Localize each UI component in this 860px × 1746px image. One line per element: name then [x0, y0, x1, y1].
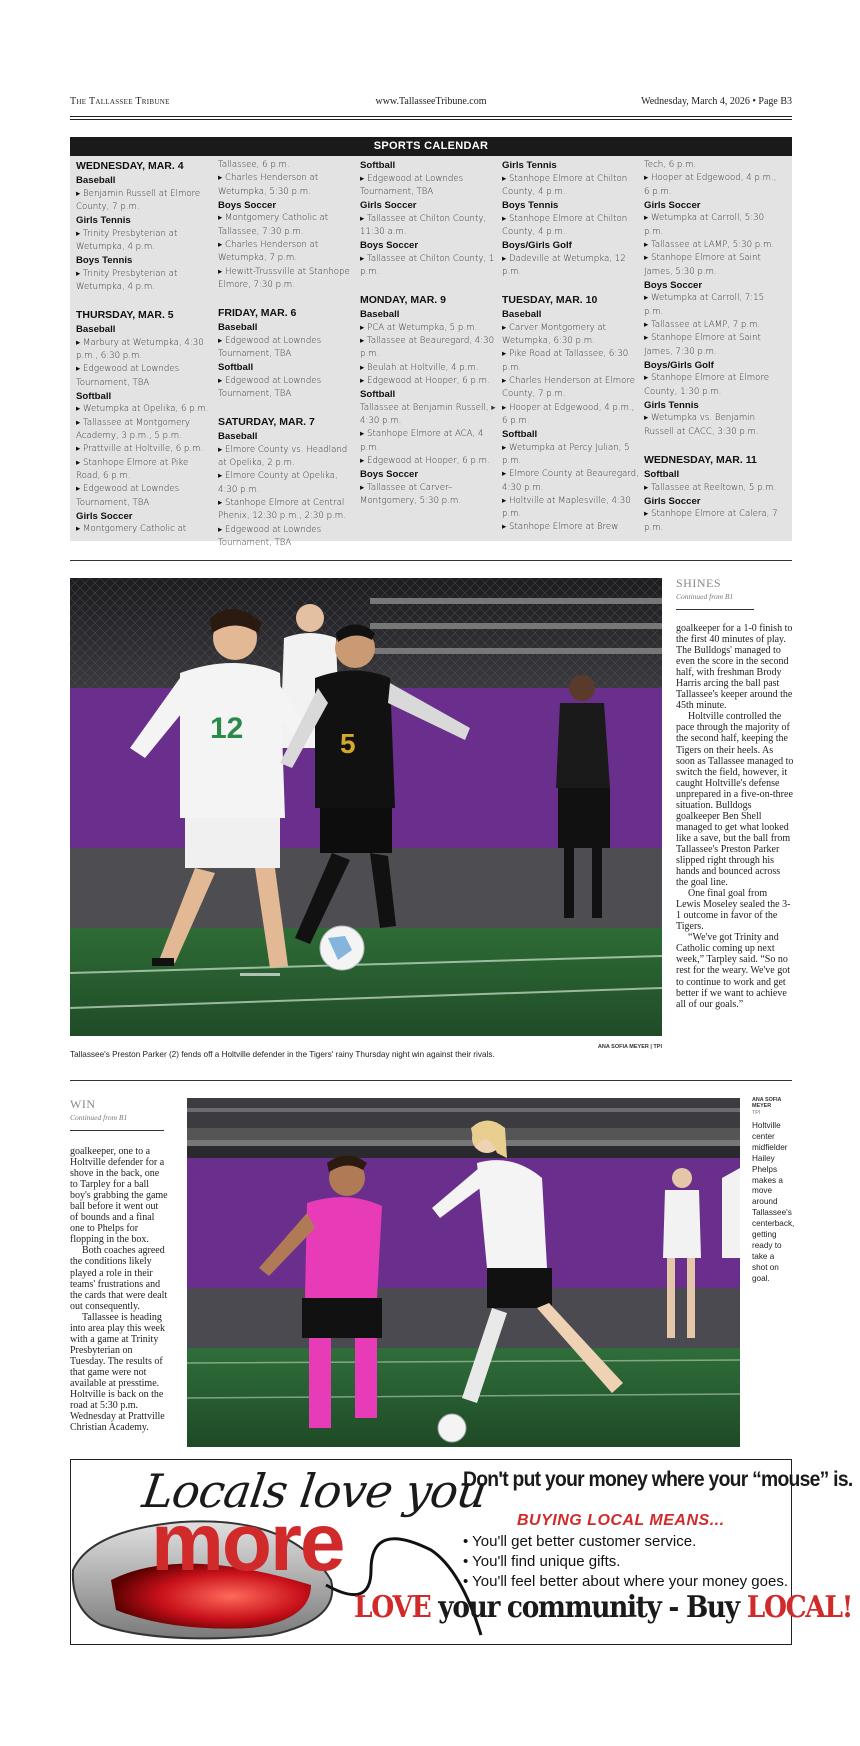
calendar-day-heading: WEDNESDAY, MAR. 4 — [76, 160, 184, 172]
calendar-game-text: Elmore County vs. Headland at Opelika, 2 p.m. — [218, 444, 348, 469]
calendar-sport: Baseball — [76, 324, 116, 336]
calendar-game — [360, 335, 498, 362]
triangle-bullet-icon: ▸ — [502, 253, 510, 264]
calendar-game-text: Edgewood at Lowndes Tournament, TBA — [218, 375, 322, 400]
triangle-bullet-icon: ▸ — [218, 335, 226, 346]
calendar-sport: Girls Tennis — [76, 215, 131, 227]
calendar-game-text: Edgewood at Lowndes Tournament, TBA — [76, 364, 180, 388]
triangle-bullet-icon: ▸ — [218, 524, 226, 535]
calendar-sport: Softball — [644, 469, 680, 481]
triangle-bullet-icon: ▸ — [644, 482, 652, 493]
triangle-bullet-icon: ▸ — [644, 413, 652, 424]
calendar-game-text: Charles Henderson at Elmore County, 7 p.m. — [502, 375, 636, 400]
calendar-day-heading: FRIDAY, MAR. 6 — [218, 307, 297, 320]
triangle-bullet-icon: ▸ — [76, 444, 84, 455]
calendar-game-text: Benjamin Russell at Elmore County, 7 p.m. — [76, 188, 201, 212]
calendar-game-text: Stanhope Elmore at Saint James, 5:30 p.m. — [644, 253, 761, 277]
calendar-game — [360, 253, 498, 280]
triangle-bullet-icon: ▸ — [360, 375, 368, 386]
calendar-game-text: Stanhope Elmore at Pike Road, 6 p.m. — [76, 457, 189, 481]
calendar-game-text: Wetumpka at Carroll, 5:30 p.m. — [644, 213, 765, 237]
triangle-bullet-icon: ▸ — [218, 471, 226, 482]
calendar-game-text: Tallassee at Chilton County, 11:30 a.m. — [360, 213, 487, 237]
calendar-day-heading: SATURDAY, MAR. 7 — [218, 416, 315, 429]
calendar-game-text: Stanhope Elmore at Chilton County, 4 p.m. — [502, 173, 628, 197]
triangle-bullet-icon: ▸ — [502, 173, 510, 184]
calendar-game — [76, 523, 214, 536]
triangle-bullet-icon: ▸ — [502, 522, 510, 533]
jersey-number-12: 12 — [210, 712, 244, 745]
calendar-game — [218, 266, 356, 293]
triangle-bullet-icon: ▸ — [76, 268, 84, 279]
calendar-sport: Boys Soccer — [360, 240, 419, 252]
calendar-sport: Softball — [218, 362, 254, 374]
triangle-bullet-icon: ▸ — [76, 417, 84, 428]
calendar-game — [502, 468, 640, 495]
calendar-game — [76, 188, 214, 215]
shines-continued: Continued from B1 — [676, 592, 734, 601]
calendar-game-text: Charles Henderson at Wetumpka, 5:30 p.m. — [218, 173, 319, 197]
calendar-sport: Softball — [76, 390, 112, 402]
calendar-sport: Baseball — [218, 322, 258, 334]
calendar-game — [218, 497, 356, 524]
shines-paragraph: goalkeeper for a 1-0 finish to the first 40 minutes of play. The Bulldogs' managed to even the score in the second half, with freshman Brody Harris arcing the ball past Tallassee's keeper around the 45th minute. — [676, 623, 793, 712]
calendar-column — [218, 159, 360, 550]
triangle-bullet-icon: ▸ — [218, 173, 226, 184]
calendar-game — [76, 457, 214, 484]
calendar-game — [76, 363, 214, 390]
calendar-game — [644, 212, 782, 239]
calendar-game — [644, 292, 782, 319]
calendar-game-text: Montgomery Catholic at — [83, 524, 187, 535]
calendar-game — [502, 322, 640, 349]
calendar-game-text: Stanhope Elmore at Elmore County, 1:30 p.m. — [644, 373, 770, 397]
paper-name: The Tallassee Tribune — [70, 96, 170, 107]
calendar-sport: Boys Soccer — [218, 199, 277, 211]
calendar-game-text: Edgewood at Hooper, 6 p.m. — [367, 375, 490, 386]
calendar-column — [502, 159, 644, 550]
calendar-game-text: Carver Montgomery at Wetumpka, 6:30 p.m. — [502, 322, 607, 347]
ad-tagline — [354, 1590, 852, 1625]
calendar-game — [502, 521, 640, 534]
calendar-game — [218, 444, 356, 471]
soccer-photo-boys — [70, 578, 662, 1036]
triangle-bullet-icon: ▸ — [502, 322, 510, 333]
ad-script-text: Locals love you — [139, 1464, 490, 1518]
triangle-bullet-icon: ▸ — [644, 373, 652, 384]
calendar-column — [360, 159, 502, 550]
calendar-sport: Girls Soccer — [644, 199, 701, 211]
calendar-game — [76, 337, 214, 364]
triangle-bullet-icon: ▸ — [218, 375, 226, 386]
shines-paragraph: “We've got Trinity and Catholic coming up next week,” Tarpley said. “So no rest for the weary. We've got to continue to work and get better if we want to achieve all of our goals.” — [676, 932, 791, 1010]
calendar-game-text: Wetumpka at Opelika, 6 p.m. — [83, 404, 209, 415]
calendar-game — [644, 319, 782, 332]
triangle-bullet-icon: ▸ — [218, 213, 226, 224]
calendar-game-text: PCA at Wetumpka, 5 p.m. — [367, 322, 478, 333]
ad-bullet-list — [463, 1532, 788, 1592]
shines-article-text — [676, 623, 794, 1010]
win-article-text — [70, 1146, 168, 1433]
triangle-bullet-icon: ▸ — [360, 482, 368, 493]
calendar-game-text: Pike Road at Tallassee, 6:30 p.m. — [502, 349, 629, 373]
photo2-caption: Holtville center midfielder Hailey Phelps makes a move around Tallassee's centerback, getting ready to take a shot on goal. — [752, 1121, 795, 1283]
shines-heading-block — [676, 576, 792, 610]
calendar-game — [502, 213, 640, 240]
calendar-game-text: Edgewood at Lowndes Tournament, TBA — [218, 524, 322, 548]
calendar-game-text: Stanhope Elmore at Brew — [509, 522, 619, 533]
calendar-day-heading: WEDNESDAY, MAR. 11 — [644, 454, 757, 467]
calendar-game-text: Charles Henderson at Wetumpka, 7 p.m. — [218, 239, 319, 264]
calendar-game-text: Marbury at Wetumpka, 4:30 p.m., 6:30 p.m. — [76, 337, 204, 362]
calendar-game-text: Holtville at Maplesville, 4:30 p.m. — [502, 495, 631, 520]
calendar-game-text: Tallassee at LAMP, 7 p.m. — [651, 319, 761, 330]
calendar-game — [502, 402, 640, 429]
calendar-game — [502, 348, 640, 375]
calendar-game — [502, 253, 640, 280]
calendar-game-text: Tallassee at Chilton County, 1 p.m. — [360, 253, 495, 277]
shines-paragraph: One final goal from Lewis Moseley sealed the 3-1 outcome in favor of the Tigers. — [676, 888, 791, 933]
triangle-bullet-icon: ▸ — [360, 455, 368, 466]
calendar-game — [218, 375, 356, 402]
calendar-game-text: Wetumpka at Carroll, 7:15 p.m. — [644, 293, 765, 317]
calendar-game-text: Stanhope Elmore at Chilton County, 4 p.m. — [502, 213, 628, 237]
triangle-bullet-icon: ▸ — [360, 173, 368, 184]
triangle-bullet-icon: ▸ — [360, 362, 368, 373]
shines-paragraph: Holtville controlled the pace through the majority of the second half, keeping the Tigers on their heels. As soon as Tallassee managed to switch the field, however, it caught Holtville's defense unprepared in a five-on-three situation. Bulldogs goalkeeper Ben Shell managed to get what looked like a save, but the ball from Tallassee's Preston Parker slipped right through his hands and bounced across the goal line. — [676, 711, 794, 889]
calendar-sport: Softball — [360, 160, 396, 171]
triangle-bullet-icon: ▸ — [76, 404, 84, 415]
triangle-bullet-icon: ▸ — [644, 293, 652, 304]
triangle-bullet-icon: ▸ — [218, 498, 226, 509]
triangle-bullet-icon: ▸ — [76, 337, 84, 348]
photo2-credit-org: TPI — [752, 1109, 761, 1116]
triangle-bullet-icon: ▸ — [76, 524, 84, 535]
photo-caption: Tallassee's Preston Parker (2) fends off a Holtville defender in the Tigers' rainy Thursday night win against their rivals. — [70, 1050, 495, 1059]
calendar-title: SPORTS CALENDAR — [70, 137, 792, 156]
ad-tag-mid: your community - Buy — [430, 1590, 747, 1625]
calendar-sport: Baseball — [76, 175, 116, 186]
calendar-sport: Softball — [502, 429, 538, 441]
triangle-bullet-icon: ▸ — [218, 266, 226, 277]
calendar-game — [76, 228, 214, 255]
win-paragraph: Both coaches agreed the conditions likely played a role in their teams' frustrations and the cards that were dealt out consequently. — [70, 1245, 168, 1312]
calendar-game — [218, 335, 356, 362]
triangle-bullet-icon: ▸ — [644, 333, 652, 344]
triangle-bullet-icon: ▸ — [644, 253, 652, 264]
calendar-game-text: Edgewood at Lowndes Tournament, TBA — [218, 335, 322, 359]
calendar-sport: Baseball — [218, 431, 258, 443]
triangle-bullet-icon: ▸ — [502, 349, 510, 360]
photo2-credit — [752, 1097, 792, 1116]
calendar-game-text: Wetumpka at Percy Julian, 5 p.m. — [502, 442, 630, 466]
calendar-game — [360, 482, 498, 509]
triangle-bullet-icon: ▸ — [502, 213, 510, 224]
calendar-game-text: Stanhope Elmore at Saint James, 7:30 p.m. — [644, 333, 761, 357]
calendar-game — [360, 362, 498, 375]
triangle-bullet-icon: ▸ — [76, 457, 84, 468]
calendar-sport: Boys/Girls Golf — [644, 359, 714, 371]
ad-tag-local: LOCAL! — [746, 1590, 852, 1625]
calendar-sport: Boys Tennis — [76, 255, 133, 267]
calendar-day-heading: MONDAY, MAR. 9 — [360, 294, 446, 307]
calendar-game — [644, 332, 782, 359]
calendar-game-text: Prattville at Holtville, 6 p.m. — [83, 444, 204, 455]
win-continued: Continued from B1 — [70, 1113, 128, 1122]
calendar-game-text: Edgewood at Lowndes Tournament, TBA — [76, 484, 180, 508]
calendar-day-heading: TUESDAY, MAR. 10 — [502, 294, 598, 307]
calendar-sport: Boys Soccer — [644, 279, 703, 291]
triangle-bullet-icon: ▸ — [76, 484, 84, 495]
calendar-game-text: Elmore County at Opelika, 4:30 p.m. — [218, 471, 338, 495]
calendar-sport: Girls Soccer — [644, 495, 701, 507]
calendar-game — [644, 252, 782, 279]
calendar-game-continued: Tallassee, 6 p.m. — [218, 160, 290, 170]
calendar-sport: Girls Tennis — [502, 160, 557, 171]
header-rule — [70, 116, 792, 120]
calendar-game — [218, 212, 356, 239]
calendar-game — [644, 508, 782, 535]
calendar-game-text: Trinity Presbyterian at Wetumpka, 4 p.m. — [76, 268, 178, 292]
triangle-bullet-icon: ▸ — [76, 188, 84, 199]
calendar-game-text: Edgewood at Lowndes Tournament, TBA — [360, 173, 464, 197]
triangle-bullet-icon: ▸ — [360, 429, 368, 440]
calendar-game-text: Tallassee at Reeltown, 5 p.m. — [651, 482, 777, 493]
triangle-bullet-icon: ▸ — [218, 444, 226, 455]
calendar-game — [502, 495, 640, 522]
photo2-credit-name: ANA SOFIA MEYER — [752, 1097, 782, 1110]
calendar-game-continued: Tech, 6 p.m. — [644, 160, 697, 170]
triangle-bullet-icon: ▸ — [644, 319, 652, 330]
triangle-bullet-icon: ▸ — [502, 469, 510, 480]
calendar-game-text: Wetumpka vs. Benjamin Russell at CACC, 3:30 p.m. — [644, 413, 759, 437]
calendar-game-text: Tallassee at LAMP, 5:30 p.m. — [651, 239, 775, 250]
ad-more-text: more — [151, 1497, 344, 1588]
calendar-game — [644, 482, 782, 495]
calendar-game — [360, 213, 498, 240]
calendar-sport: Softball — [360, 389, 396, 401]
win-heading-block — [70, 1097, 164, 1131]
ad-bullet: • You'll find unique gifts. — [463, 1553, 621, 1570]
triangle-bullet-icon: ▸ — [360, 336, 368, 347]
date-page: Wednesday, March 4, 2026 • Page B3 — [641, 96, 792, 107]
ad-subhead: BUYING LOCAL MEANS... — [517, 1512, 725, 1529]
triangle-bullet-icon: ▸ — [644, 239, 652, 250]
calendar-game-text: Hewitt-Trussville at Stanhope Elmore, 7:30 p.m. — [218, 266, 350, 290]
calendar-game — [76, 403, 214, 416]
calendar-game — [218, 239, 356, 266]
calendar-game — [502, 375, 640, 402]
calendar-day-heading: THURSDAY, MAR. 5 — [76, 309, 174, 322]
triangle-bullet-icon: ▸ — [218, 239, 226, 250]
jersey-number-5: 5 — [340, 728, 356, 759]
calendar-game-text: Tallassee at Carver–Montgomery, 5:30 p.m. — [360, 482, 461, 507]
calendar-game — [360, 322, 498, 335]
calendar-game-text: Trinity Presbyterian at Wetumpka, 4 p.m. — [76, 228, 178, 252]
shines-rule — [676, 609, 754, 610]
calendar-game-text: Stanhope Elmore at ACA, 4 p.m. — [360, 429, 484, 453]
calendar-game-text: Stanhope Elmore at Central Phenix, 12:30 p.m., 2:30 p.m. — [218, 498, 346, 522]
ad-headline: Don't put your money where your “mouse” is. — [463, 1468, 853, 1491]
calendar-column — [76, 159, 218, 550]
calendar-game — [360, 375, 498, 388]
triangle-bullet-icon: ▸ — [502, 375, 510, 386]
calendar-sport: Girls Soccer — [360, 200, 417, 212]
win-paragraph: Tallassee is heading into area play this week with a game at Trinity Presbyterian on Tuesday. The results of that game were not available at presstime. Holtville is back on the road at 5:30 p.m. Wednesday at Prattville Christian Academy. — [70, 1311, 165, 1434]
calendar-game-text: Montgomery Catholic at Tallassee, 7:30 p.m. — [218, 213, 329, 237]
calendar-game-text: Hooper at Edgewood, 4 p.m., 6 p.m. — [644, 173, 777, 197]
win-paragraph: goalkeeper, one to a Holtville defender for a shove in the back, one to Tarpley for a ball boy's grabbing the game ball before it went out of bounds and a final one to Phelps for flopping in the box. — [70, 1146, 168, 1246]
triangle-bullet-icon: ▸ — [502, 402, 510, 413]
calendar-sport: Boys/Girls Golf — [502, 240, 572, 252]
triangle-bullet-icon: ▸ — [360, 322, 368, 333]
win-rule — [70, 1130, 164, 1131]
ad-bullet: • You'll feel better about where your money goes. — [463, 1573, 788, 1590]
calendar-game-text: Dadeville at Wetumpka, 12 p.m. — [502, 253, 626, 277]
soccer-photo-girls — [187, 1098, 740, 1447]
calendar-game-text: Elmore County at Beauregard, 4:30 p.m. — [502, 469, 639, 493]
calendar-game-text: Hooper at Edgewood, 4 p.m., 6 p.m. — [502, 402, 635, 426]
calendar-sport: Baseball — [502, 309, 542, 321]
section-divider — [70, 1080, 792, 1081]
photo-credit: ANA SOFIA MEYER | TPI — [597, 1044, 662, 1050]
calendar-game — [218, 470, 356, 497]
calendar-game-text: Tallassee at Montgomery Academy, 3 p.m., 5 p.m. — [76, 417, 190, 442]
calendar-columns — [70, 156, 792, 550]
calendar-sport: Boys Tennis — [502, 200, 559, 212]
calendar-sport: Girls Soccer — [76, 510, 133, 522]
calendar-game-continued: Tallassee at Benjamin Russell, ▸ 4:30 p.m. — [360, 402, 496, 427]
triangle-bullet-icon: ▸ — [502, 442, 510, 453]
calendar-game — [502, 442, 640, 469]
triangle-bullet-icon: ▸ — [76, 228, 84, 239]
triangle-bullet-icon: ▸ — [360, 253, 368, 264]
shines-head: SHINES — [676, 576, 722, 590]
triangle-bullet-icon: ▸ — [644, 509, 652, 520]
calendar-game-text: Tallassee at Beauregard, 4:30 p.m. — [360, 336, 495, 360]
calendar-game — [76, 417, 214, 444]
ad-bullet: • You'll get better customer service. — [463, 1533, 697, 1550]
calendar-game — [644, 172, 782, 199]
calendar-game — [360, 428, 498, 455]
page-header — [70, 96, 792, 110]
sports-calendar — [70, 137, 792, 548]
calendar-game-text: Edgewood at Hooper, 6 p.m. — [367, 455, 490, 466]
paper-url[interactable]: www.TallasseeTribune.com — [375, 96, 487, 107]
calendar-sport: Baseball — [360, 309, 400, 321]
calendar-sport: Girls Tennis — [644, 399, 699, 411]
calendar-game — [644, 372, 782, 399]
calendar-game — [502, 173, 640, 200]
calendar-game — [644, 239, 782, 252]
calendar-game — [76, 483, 214, 510]
ad-tag-love: LOVE — [354, 1590, 431, 1625]
triangle-bullet-icon: ▸ — [502, 495, 510, 506]
calendar-game — [644, 412, 782, 439]
calendar-game — [218, 172, 356, 199]
calendar-game — [218, 524, 356, 551]
calendar-game — [360, 455, 498, 468]
calendar-game — [76, 443, 214, 456]
triangle-bullet-icon: ▸ — [360, 213, 368, 224]
triangle-bullet-icon: ▸ — [644, 213, 652, 224]
calendar-game-text: Stanhope Elmore at Calera, 7 p.m. — [644, 509, 778, 533]
buy-local-ad — [70, 1459, 853, 1645]
section-divider — [70, 560, 792, 561]
triangle-bullet-icon: ▸ — [76, 364, 84, 375]
win-head: WIN — [70, 1097, 96, 1111]
calendar-column — [644, 159, 786, 550]
calendar-game — [360, 173, 498, 200]
calendar-sport: Boys Soccer — [360, 469, 419, 481]
calendar-game-text: Beulah at Holtville, 4 p.m. — [367, 362, 479, 373]
calendar-game — [76, 268, 214, 295]
triangle-bullet-icon: ▸ — [644, 173, 652, 184]
